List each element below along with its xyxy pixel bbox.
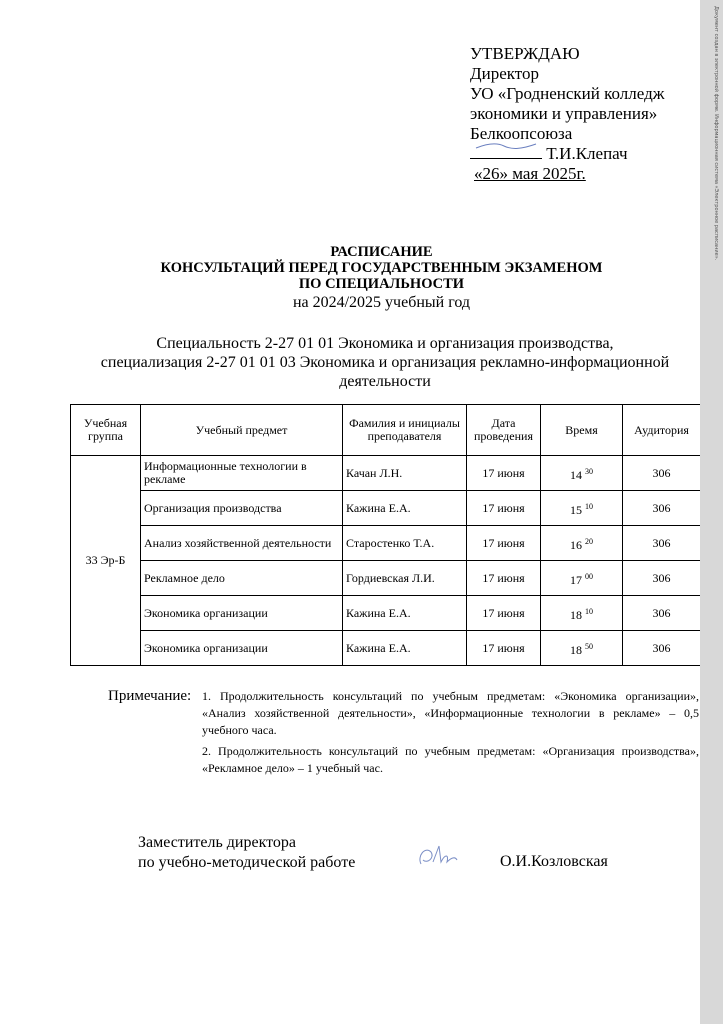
academic-year: на 2024/2025 учебный год [292, 294, 471, 311]
approval-signatory: Т.И.Клепач [546, 144, 628, 163]
title-line3: ПО СПЕЦИАЛЬНОСТИ [298, 276, 465, 292]
date-cell: 17 июня [467, 631, 541, 666]
approval-org-line1: УО «Гродненский колледж [470, 84, 665, 103]
time-minutes: 50 [585, 641, 593, 651]
table-row [71, 561, 701, 596]
time-hour: 18 [570, 607, 582, 622]
deputy-position-line1: Заместитель директора [138, 834, 297, 851]
time-minutes: 10 [585, 501, 593, 511]
note-item-1: 1. Продолжительность консультаций по учебным предметам: «Экономика организации», «Анализ хозяйственной деятельности», «Информационные технологии в рекламе» – 0,5 учебного часа. [202, 689, 699, 737]
subject-cell: Экономика организации [141, 631, 343, 666]
approval-block [470, 44, 664, 184]
table-row [71, 456, 701, 491]
notes-label: Примечание: [108, 688, 192, 704]
time-minutes: 20 [585, 536, 593, 546]
date-cell: 17 июня [467, 596, 541, 631]
header-teacher: Фамилия и инициалы преподавателя [343, 405, 467, 456]
teacher-cell: Кажина Е.А. [343, 596, 467, 631]
header-group: Учебная группа [71, 405, 141, 456]
time-hour: 15 [570, 502, 582, 517]
time-cell [541, 561, 623, 596]
room-cell: 306 [623, 561, 701, 596]
notes-block [202, 688, 699, 781]
specialty-line3: деятельности [339, 373, 431, 390]
schedule-table [70, 404, 701, 666]
side-strip [700, 0, 723, 1024]
table-header-row [71, 405, 701, 456]
note-item-2: 2. Продолжительность консультаций по учебным предметам: «Организация производства», «Рекламное дело» – 1 учебный час. [202, 744, 699, 775]
time-minutes: 00 [585, 571, 593, 581]
time-cell [541, 456, 623, 491]
table-row [71, 631, 701, 666]
time-hour: 14 [570, 467, 582, 482]
room-cell: 306 [623, 631, 701, 666]
specialty-line2: специализация 2-27 01 01 03 Экономика и организация рекламно-информационной [100, 354, 670, 371]
teacher-cell: Гордиевская Л.И. [343, 561, 467, 596]
time-minutes: 10 [585, 606, 593, 616]
time-hour: 17 [570, 572, 582, 587]
approval-org-line2: экономики и управления» [470, 104, 658, 123]
deputy-position-line2: по учебно-методической работе [138, 854, 356, 871]
specialty-line1: Специальность 2-27 01 01 Экономика и организация производства, [156, 335, 614, 352]
time-cell [541, 596, 623, 631]
side-note: Документ создан в электронной форме. Информационная система «Электронное расписание». [713, 6, 719, 261]
date-cell: 17 июня [467, 561, 541, 596]
time-cell [541, 631, 623, 666]
room-cell: 306 [623, 596, 701, 631]
time-hour: 18 [570, 642, 582, 657]
time-minutes: 30 [585, 466, 593, 476]
approval-org-line3: Белкоопсоюза [470, 124, 573, 143]
subject-cell: Анализ хозяйственной деятельности [141, 526, 343, 561]
approval-date: «26» мая 2025г. [474, 164, 586, 183]
table-row [71, 491, 701, 526]
time-cell [541, 526, 623, 561]
header-date: Дата проведения [467, 405, 541, 456]
date-cell: 17 июня [467, 526, 541, 561]
teacher-cell: Кажина Е.А. [343, 631, 467, 666]
deputy-signature-icon [415, 842, 463, 872]
table-row [71, 526, 701, 561]
header-time: Время [541, 405, 623, 456]
date-cell: 17 июня [467, 491, 541, 526]
teacher-cell: Кажина Е.А. [343, 491, 467, 526]
time-hour: 16 [570, 537, 582, 552]
time-cell [541, 491, 623, 526]
group-cell: 33 Эр-Б [71, 456, 141, 666]
deputy-block [138, 833, 355, 873]
table-row [71, 596, 701, 631]
subject-cell: Организация производства [141, 491, 343, 526]
header-room: Аудитория [623, 405, 701, 456]
room-cell: 306 [623, 526, 701, 561]
room-cell: 306 [623, 491, 701, 526]
subject-cell: Рекламное дело [141, 561, 343, 596]
document-title [0, 244, 723, 292]
date-cell: 17 июня [467, 456, 541, 491]
header-subject: Учебный предмет [141, 405, 343, 456]
title-line2: КОНСУЛЬТАЦИЙ ПЕРЕД ГОСУДАРСТВЕННЫМ ЭКЗАМЕНОМ [160, 260, 603, 276]
subject-cell: Информационные технологии в рекламе [141, 456, 343, 491]
subject-cell: Экономика организации [141, 596, 343, 631]
specialty-block [70, 334, 700, 391]
signature-underline [470, 144, 542, 159]
approval-signature-line [470, 144, 664, 164]
title-line1: РАСПИСАНИЕ [330, 244, 433, 260]
approval-position: Директор [470, 64, 539, 83]
approval-heading: УТВЕРЖДАЮ [470, 44, 580, 63]
deputy-name: О.И.Козловская [500, 853, 608, 870]
room-cell: 306 [623, 456, 701, 491]
signature-scribble-icon [474, 138, 538, 152]
teacher-cell: Качан Л.Н. [343, 456, 467, 491]
teacher-cell: Старостенко Т.А. [343, 526, 467, 561]
